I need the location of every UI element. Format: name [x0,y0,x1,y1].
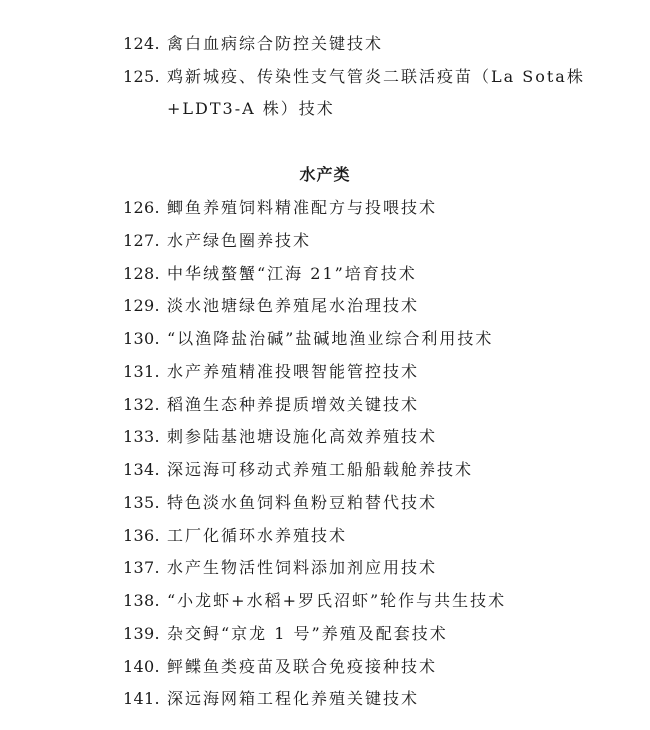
item-text: 工厂化循环水养殖技术 [167,526,348,545]
list-item [123,67,593,87]
list-item [123,296,593,316]
item-number: 125. [123,67,160,86]
list-item [123,526,593,546]
item-text: 禽白血病综合防控关键技术 [167,34,384,53]
item-text: 鲫鱼养殖饲料精准配方与投喂技术 [167,198,438,217]
item-text: 水产养殖精准投喂智能管控技术 [167,362,420,381]
item-text: 中华绒螯蟹“江海 21”培育技术 [167,264,417,283]
item-text: 特色淡水鱼饲料鱼粉豆粕替代技术 [167,493,438,512]
item-number: 137. [123,558,160,577]
item-number: 131. [123,362,160,381]
item-number: 128. [123,264,160,283]
list-item [123,264,593,284]
item-number: 136. [123,526,160,545]
list-item [123,657,593,677]
item-number: 129. [123,296,160,315]
item-number: 127. [123,231,160,250]
list-item [123,395,593,415]
list-item [123,329,593,349]
section-title: 水产类 [299,165,351,184]
item-number: 138. [123,591,160,610]
item-text: 水产生物活性饲料添加剂应用技术 [167,558,438,577]
item-number: 139. [123,624,160,643]
item-text: 水产绿色圈养技术 [167,231,312,250]
item-text: 稻渔生态种养提质增效关键技术 [167,395,420,414]
item-text: “小龙虾+水稻+罗氏沼虾”轮作与共生技术 [167,591,507,610]
list-item [123,198,593,218]
item-text: 深远海可移动式养殖工船船载舱养技术 [167,460,474,479]
list-item [123,689,593,709]
item-text: 淡水池塘绿色养殖尾水治理技术 [167,296,420,315]
list-item [123,558,593,578]
item-number: 141. [123,689,160,708]
item-number: 130. [123,329,160,348]
item-number: 134. [123,460,160,479]
list-item [123,427,593,447]
item-text: 杂交鲟“京龙 1 号”养殖及配套技术 [167,624,448,643]
item-number: 126. [123,198,160,217]
item-text-continuation: +LDT3-A 株）技术 [167,99,335,118]
item-number: 140. [123,657,160,676]
list-item [123,591,593,611]
item-number: 124. [123,34,160,53]
list-item [123,231,593,251]
item-number: 132. [123,395,160,414]
list-item [123,34,593,54]
item-number: 135. [123,493,160,512]
list-item [123,624,593,644]
list-item [123,460,593,480]
item-text: 鸡新城疫、传染性支气管炎二联活疫苗（La Sota株 [167,67,585,86]
item-text: 刺参陆基池塘设施化高效养殖技术 [167,427,438,446]
list-item [123,362,593,382]
item-text: 鲆鲽鱼类疫苗及联合免疫接种技术 [167,657,438,676]
item-text: 深远海网箱工程化养殖关键技术 [167,689,420,708]
item-text: “以渔降盐治碱”盐碱地渔业综合利用技术 [167,329,494,348]
item-number: 133. [123,427,160,446]
list-item [123,493,593,513]
